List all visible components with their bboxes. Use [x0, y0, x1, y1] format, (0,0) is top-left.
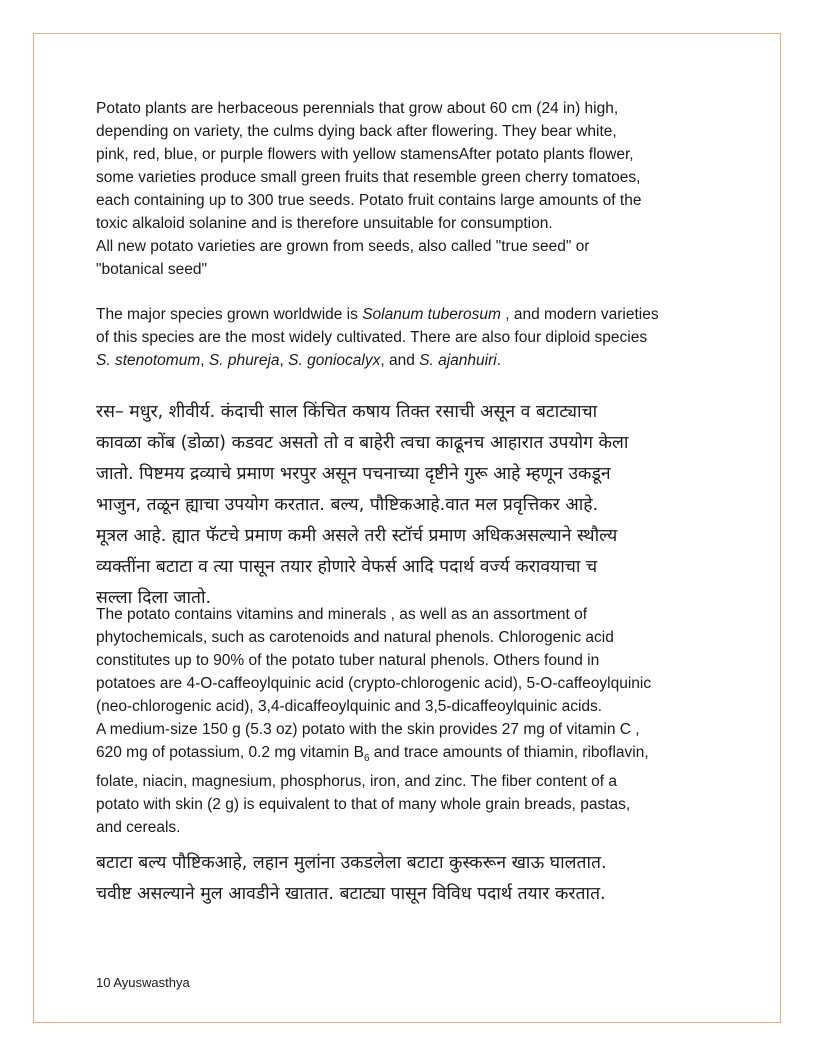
text-run: and trace amounts of thiamin, riboflavin, [369, 744, 649, 761]
species-name: S. stenotomum [96, 352, 201, 369]
text-line: of this species are the most widely cultivated. There are also four diploid species [96, 329, 648, 346]
species-name: S. goniocalyx [288, 352, 381, 369]
paragraph-nutrition [96, 603, 726, 839]
paragraph-marathi-properties [96, 397, 726, 614]
separator: , and [380, 352, 420, 369]
paragraph-species [96, 303, 726, 372]
text-line: toxic alkaloid solanine and is therefore unsuitable for consumption. [96, 215, 553, 232]
text-line [96, 303, 726, 326]
text-line: जातो. पिष्टमय द्रव्याचे प्रमाण भरपुर असून पचनाच्या दृष्टीने गुरू आहे म्हणून उकडून [96, 464, 611, 484]
text-run: The major species grown worldwide is [96, 306, 363, 323]
text-line: potato with skin (2 g) is equivalent to that of many whole grain breads, pastas, [96, 796, 631, 814]
text-line [96, 349, 726, 372]
text-line: व्यक्तींना बटाटा व त्या पासून तयार होणारे वेफर्स आदि पदार्थ वर्ज्य करावयाचा च [96, 557, 598, 577]
separator: , [279, 352, 289, 369]
text-line: (neo-chlorogenic acid), 3,4-dicaffeoylquinic and 3,5-dicaffeoylquinic acids. [96, 698, 603, 715]
text-line: चवीष्ट असल्याने मुल आवडीने खातात. बटाट्या पासून विविध पदार्थ तयार करतात. [96, 884, 606, 904]
paragraph-potato-plants [96, 97, 726, 281]
paragraph-marathi-usage [96, 848, 726, 910]
text-line: मूत्रल आहे. ह्यात फॅटचे प्रमाण कमी असले तरी स्टॉर्च प्रमाण अधिकअसल्याने स्थौल्य [96, 526, 618, 546]
text-line: भाजुन, तळून ह्याचा उपयोग करतात. बल्य, पौष्टिकआहे.वात मल प्रवृत्तिकर आहे. [96, 495, 599, 515]
text-line: folate, niacin, magnesium, phosphorus, iron, and zinc. The fiber content of a [96, 773, 617, 791]
text-run: , and modern varieties [500, 306, 659, 323]
text-line [96, 741, 726, 770]
species-name: Solanum tuberosum [362, 306, 501, 323]
text-line: each containing up to 300 true seeds. Potato fruit contains large amounts of the [96, 192, 642, 209]
text-line: pink, red, blue, or purple flowers with yellow stamensAfter potato plants flower, [96, 146, 634, 163]
text-line: potatoes are 4-O-caffeoylquinic acid (crypto-chlorogenic acid), 5-O-caffeoylquinic [96, 675, 652, 692]
text-line: some varieties produce small green fruits that resemble green cherry tomatoes, [96, 169, 641, 186]
text-line: constitutes up to 90% of the potato tuber natural phenols. Others found in [96, 652, 600, 669]
text-line: and cereals. [96, 819, 181, 837]
text-line: Potato plants are herbaceous perennials that grow about 60 cm (24 in) high, [96, 100, 619, 117]
species-name: S. ajanhuiri [419, 352, 497, 369]
text-line: "botanical seed" [96, 261, 207, 278]
text-line: A medium-size 150 g (5.3 oz) potato with the skin provides 27 mg of vitamin C , [96, 721, 640, 738]
separator: , [200, 352, 209, 369]
separator: . [496, 352, 502, 369]
text-line: depending on variety, the culms dying back after flowering. They bear white, [96, 123, 617, 140]
text-run: 620 mg of potassium, 0.2 mg vitamin B [96, 744, 364, 761]
species-name: S. phureja [208, 352, 280, 369]
text-line: सल्ला दिला जातो. [96, 588, 212, 608]
text-line: The potato contains vitamins and minerals , as well as an assortment of [96, 606, 588, 623]
text-line: All new potato varieties are grown from seeds, also called "true seed" or [96, 238, 590, 255]
text-line: रस– मधुर, शीवीर्य. कंदाची साल किंचित कषाय तिक्त रसाची असून व बटाट्याचा [96, 402, 598, 422]
text-line: बटाटा बल्य पौष्टिकआहे, लहान मुलांना उकडलेला बटाटा कुस्करून खाऊ घालतात. [96, 853, 607, 873]
subscript: 6 [363, 753, 370, 765]
page-footer: 10 Ayuswasthya [96, 975, 190, 990]
text-line: कावळा कोंब (डोळा) कडवट असतो तो व बाहेरी त्वचा काढूनच आहारात उपयोग केला [96, 433, 629, 453]
text-line: phytochemicals, such as carotenoids and natural phenols. Chlorogenic acid [96, 629, 614, 646]
